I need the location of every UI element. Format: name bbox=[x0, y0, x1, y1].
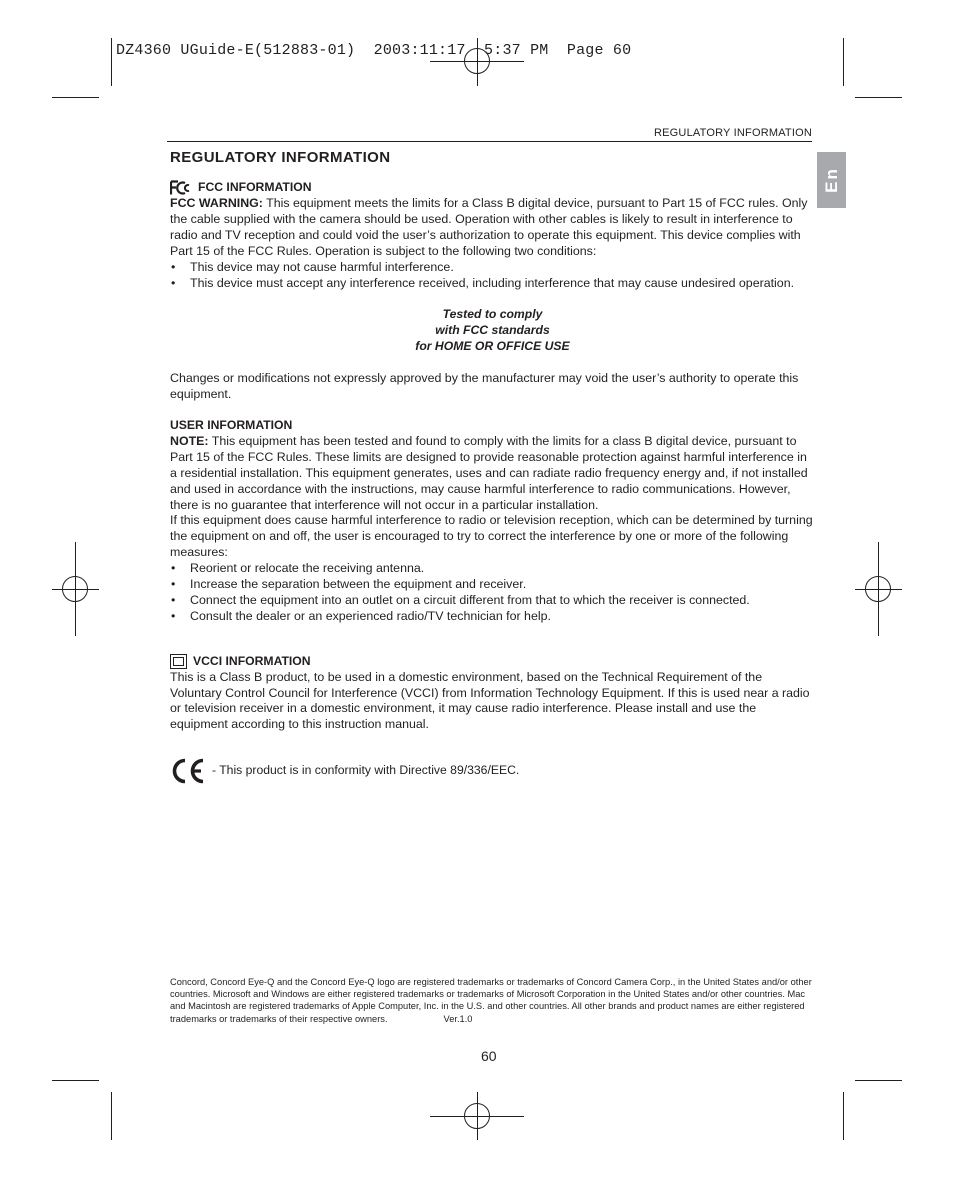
crop-mark bbox=[843, 38, 844, 86]
user-information-note bbox=[170, 434, 815, 514]
fcc-heading bbox=[170, 180, 815, 196]
measures-intro: If this equipment does cause harmful interference to radio or television reception, which can be determined by turning the equipment on and off, the user is encouraged to try to correct the interference by one or more of the following measures: bbox=[170, 513, 813, 560]
measures-list bbox=[170, 561, 815, 625]
user-information-section bbox=[170, 418, 815, 625]
ce-conformity bbox=[170, 757, 815, 785]
fcc-conditions-list bbox=[170, 260, 815, 292]
crop-mark bbox=[52, 97, 99, 98]
tested-line: with FCC standards bbox=[435, 323, 550, 338]
fcc-changes-text: Changes or modifications not expressly approved by the manufacturer may void the user’s authority to operate this equipment. bbox=[170, 371, 799, 402]
crop-mark bbox=[855, 97, 902, 98]
page-number: 60 bbox=[481, 1048, 497, 1064]
list-item: • Connect the equipment into an outlet on a circuit different from that to which the receiver is connected. bbox=[170, 593, 815, 609]
language-tab-label: En bbox=[821, 167, 841, 193]
fcc-title: FCC INFORMATION bbox=[198, 180, 312, 195]
header-rule bbox=[167, 141, 812, 142]
registration-circle bbox=[62, 576, 88, 602]
vcci-heading bbox=[170, 654, 815, 670]
version-label: Ver.1.0 bbox=[443, 1013, 473, 1024]
note-text: This equipment has been tested and found to comply with the limits for a class B digital device, pursuant to Part 15 of the FCC Rules. These limits are designed to provide reasonable protection against harmful interference in a residential installation. This equipment generates, uses and can radiate radio frequency energy and, if not installed and used in accordance with the instructions, may cause harmful interference to radio communications. However, there is no guarantee that interference will not occur in a particular installation. bbox=[170, 433, 808, 512]
page-content bbox=[170, 149, 815, 785]
crop-mark bbox=[843, 1092, 844, 1140]
list-item: • Consult the dealer or an experienced radio/TV technician for help. bbox=[170, 609, 815, 625]
crop-mark bbox=[52, 1080, 99, 1081]
print-slug: DZ4360 UGuide-E(512883-01) 2003:11:17 5:37 PM Page 60 bbox=[116, 42, 632, 59]
crop-mark bbox=[111, 1092, 112, 1140]
fcc-logo-icon bbox=[170, 180, 192, 196]
vcci-section bbox=[170, 654, 815, 734]
vcci-title: VCCI INFORMATION bbox=[193, 653, 311, 668]
registration-circle bbox=[865, 576, 891, 602]
fcc-warning-label: FCC WARNING: bbox=[170, 196, 263, 210]
language-tab bbox=[817, 152, 846, 208]
note-label: NOTE: bbox=[170, 433, 209, 448]
fcc-warning-text: This equipment meets the limits for a Class B digital device, pursuant to Part 15 of FCC rules. Only the cable supplied with the camera should be used. Operation with other cables is likely to result in interference to radio and TV reception and could void the user’s authorization to operate this equipment. This device complies with Part 15 of the FCC Rules. Operation is subject to the following two conditions: bbox=[170, 196, 808, 258]
page-title: REGULATORY INFORMATION bbox=[170, 149, 391, 166]
list-item: • This device must accept any interference received, including interference that may cause undesired operation. bbox=[170, 276, 815, 292]
vcci-logo-icon bbox=[170, 654, 187, 669]
ce-mark-icon bbox=[170, 757, 206, 785]
tested-line: Tested to comply bbox=[442, 307, 543, 322]
trademark-text: Concord, Concord Eye-Q and the Concord Eye-Q logo are registered trademarks or trademarks of Concord Camera Corp., in the United States and/or other countries. Microsoft and Windows are either registered trademarks or trademarks of Microsoft Corporation in the United States and/or other countries. Mac and Macintosh are registered trademarks of Apple Computer, Inc. in the U.S. and other countries. All other brands and product names are either registered trademarks or trademarks of their respective owners. bbox=[170, 977, 812, 1024]
ce-text: - This product is in conformity with Directive 89/336/EEC. bbox=[212, 763, 520, 778]
fcc-section bbox=[170, 180, 815, 403]
fcc-tested-statement bbox=[170, 307, 815, 355]
vcci-text: This is a Class B product, to be used in a domestic environment, based on the Technical Requirement of the Voluntary Control Council for Interference (VCCI) from Information Technology Equipment. If this is used near a radio or television receiver in a domestic environment, it may cause radio interference. Please install and use the equipment according to this instruction manual. bbox=[170, 669, 810, 732]
user-information-heading: USER INFORMATION bbox=[170, 417, 293, 432]
list-item: • Reorient or relocate the receiving antenna. bbox=[170, 561, 815, 577]
fcc-warning bbox=[170, 196, 815, 260]
tested-line: for HOME OR OFFICE USE bbox=[415, 339, 570, 354]
registration-circle bbox=[464, 1103, 490, 1129]
crop-mark bbox=[111, 38, 112, 86]
list-item: • Increase the separation between the equipment and receiver. bbox=[170, 577, 815, 593]
running-head: REGULATORY INFORMATION bbox=[653, 127, 812, 139]
trademark-footnote bbox=[170, 976, 812, 1025]
list-item: • This device may not cause harmful interference. bbox=[170, 260, 815, 276]
crop-mark bbox=[855, 1080, 902, 1081]
